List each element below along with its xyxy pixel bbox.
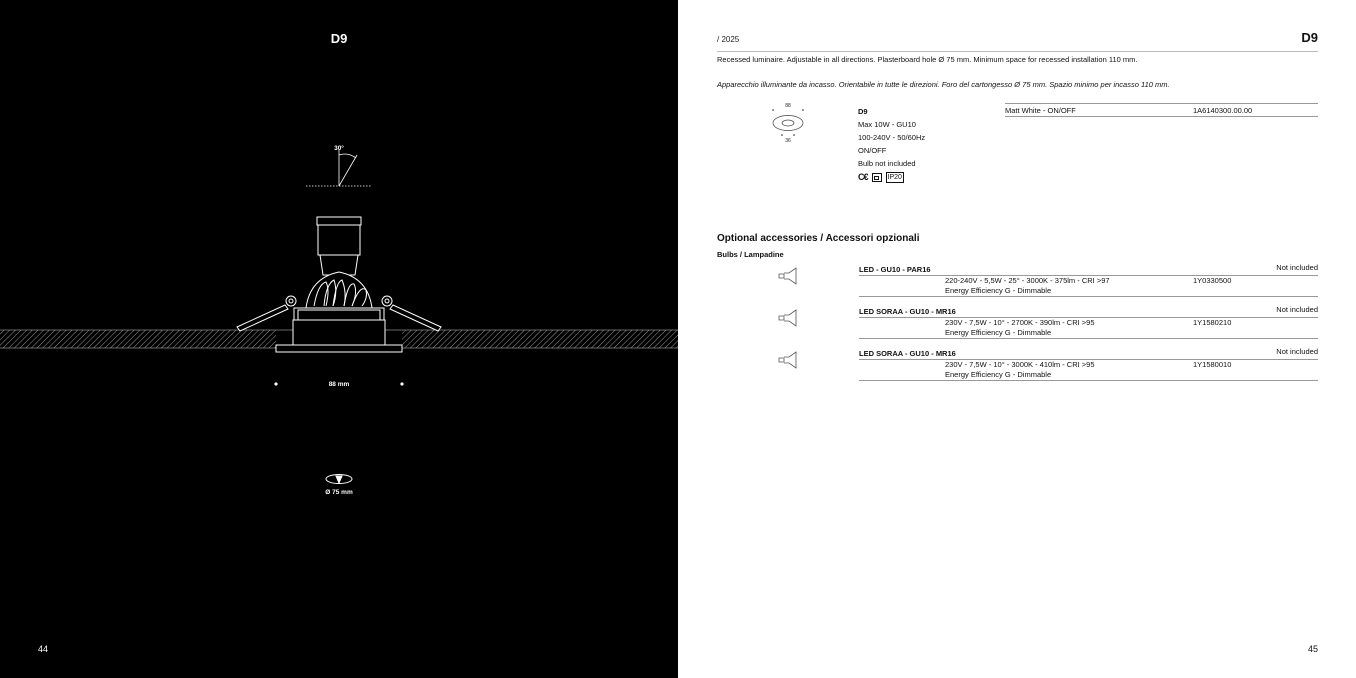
product-specs (858, 105, 925, 184)
dim-top: 88 (785, 103, 791, 109)
variant-row (1005, 103, 1318, 117)
bulb-par16-icon (777, 267, 799, 285)
accessories-title: Optional accessories / Accessori opzionali (717, 233, 920, 244)
accessory-code: 1Y1580210 (1193, 318, 1232, 327)
dimension-marker (274, 382, 277, 385)
ce-mark-icon: C€ (858, 172, 868, 182)
variant-name: Matt White - ON/OFF (1005, 106, 1076, 115)
accessory-spec: 230V - 7,5W - 10° - 2700K - 390lm - CRI >95 (945, 318, 1095, 327)
page-number: 44 (38, 644, 49, 654)
accessory-item (859, 349, 1318, 391)
product-top-view-icon (768, 100, 808, 146)
spec-product-name: D9 (858, 107, 868, 116)
right-page (678, 0, 1356, 678)
page-number: 45 (1307, 644, 1318, 654)
dimension-marker (400, 382, 403, 385)
accessory-name: LED SORAA - GU10 - MR16 (859, 349, 956, 358)
description-it: Apparecchio illuminante da incasso. Orientabile in tutte le direzioni. Foro del cartongesso Ø 75 mm. Spazio minimo per incasso 110 mm. (717, 80, 1170, 89)
header-rule (717, 51, 1318, 52)
bulb-mr16-icon (777, 351, 799, 369)
lamp-body (276, 217, 402, 352)
accessory-item (859, 307, 1318, 349)
catalog-year: / 2025 (717, 35, 740, 44)
spec-line: Max 10W - GU10 (858, 120, 916, 129)
accessory-code: 1Y1580010 (1193, 360, 1232, 369)
accessory-spec: 230V - 7,5W - 10° - 3000K - 410lm - CRI >95 (945, 360, 1095, 369)
accessory-efficiency: Energy Efficiency G - Dimmable (945, 328, 1052, 337)
accessory-efficiency: Energy Efficiency G - Dimmable (945, 286, 1052, 295)
ceiling-hatch (0, 330, 276, 348)
spec-line: 100-240V - 50/60Hz (858, 133, 926, 142)
accessory-note: Not included (1276, 347, 1318, 356)
width-dimension-label: 88 mm (328, 381, 350, 388)
accessory-name: LED SORAA - GU10 - MR16 (859, 307, 956, 316)
product-title: D9 (1301, 30, 1318, 45)
spec-line: Bulb not included (858, 159, 916, 168)
class-ii-icon (872, 173, 882, 182)
hole-dimension-label: Ø 75 mm (325, 489, 353, 496)
tilt-angle-indicator (306, 150, 372, 186)
tilt-angle-label: 30° (334, 145, 344, 152)
accessory-note: Not included (1276, 263, 1318, 272)
accessories-subtitle: Bulbs / Lampadine (717, 250, 784, 259)
dim-bottom: 36 (785, 138, 791, 144)
certification-marks (858, 171, 925, 184)
left-page-title: D9 (330, 31, 348, 46)
variant-code: 1A6140300.00.00 (1193, 106, 1253, 115)
accessory-code: 1Y0330500 (1193, 276, 1232, 285)
accessory-note: Not included (1276, 305, 1318, 314)
accessory-spec: 220-240V - 5,5W - 25° - 3000K - 375lm - CRI >97 (945, 276, 1110, 285)
accessory-efficiency: Energy Efficiency G - Dimmable (945, 370, 1052, 379)
accessory-name: LED - GU10 - PAR16 (859, 265, 931, 274)
hole-icon (326, 475, 352, 484)
accessory-item (859, 265, 1318, 307)
description-en: Recessed luminaire. Adjustable in all directions. Plasterboard hole Ø 75 mm. Minimum space for recessed installation 110 mm. (717, 55, 1138, 64)
ip-rating: IP20 (887, 174, 902, 181)
ceiling-hatch (402, 330, 678, 348)
spec-line: ON/OFF (858, 146, 887, 155)
bulb-mr16-icon (777, 309, 799, 327)
